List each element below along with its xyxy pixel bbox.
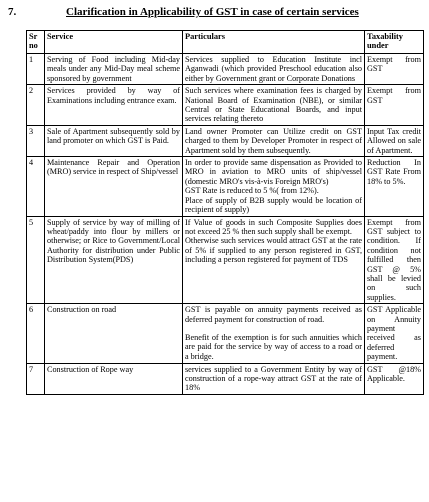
row-particulars	[183, 125, 365, 156]
row-service: Maintenance Repair and Operation (MRO) service in respect of Ship/vessel	[45, 157, 183, 216]
particulars-paragraph: services supplied to a Government Entity by way of construction of a rope-way attract GST at the rate of 18%	[185, 364, 362, 393]
particulars-paragraph: Such services where examination fees is charged by National Board of Examination (NBE), or similar Central or State Educational Boards, and input services relating thereto	[185, 86, 362, 124]
row-taxability: GST Applicable on Annuity payment received as deferred payment.	[365, 304, 424, 363]
row-service: Serving of Food including Mid-day meals under any Mid-Day meal scheme sponsored by government	[45, 54, 183, 85]
table-row	[27, 363, 424, 394]
row-taxability: Input Tax credit Allowed on sale of Apartment.	[365, 125, 424, 156]
row-sr-number: 7	[27, 363, 45, 394]
table-body	[27, 54, 424, 395]
header-service: Service	[45, 31, 183, 54]
row-sr-number: 2	[27, 85, 45, 126]
header-particulars: Particulars	[183, 31, 365, 54]
particulars-paragraph: Benefit of the exemption is for such annuities which are paid for the service by way of access to a road or a bridge.	[185, 332, 362, 361]
section-title: Clarification in Applicability of GST in case of certain services	[66, 6, 359, 18]
particulars-paragraph: Otherwise such services would attract GST at the rate of 5% if supplied to any person registered in GST, including a person registered for payment of TDS	[185, 236, 362, 265]
header-taxability: Taxability under	[365, 31, 424, 54]
header-sr: Sr no	[27, 31, 45, 54]
table-row	[27, 157, 424, 216]
row-service: Sale of Apartment subsequently sold by land promoter on which GST is Paid.	[45, 125, 183, 156]
particulars-paragraph: Place of supply of B2B supply would be location of recipient of supply)	[185, 195, 362, 215]
row-taxability: Exempt from GST	[365, 54, 424, 85]
row-taxability: GST @18% Applicable.	[365, 363, 424, 394]
table-row	[27, 216, 424, 304]
row-sr-number: 6	[27, 304, 45, 363]
row-service: Construction of Rope way	[45, 363, 183, 394]
particulars-paragraph: In order to provide same dispensation as Provided to MRO in aviation to MRO units of ship/vessel (domestic MRO's vis-à-vis Foreign MRO's)	[185, 158, 362, 186]
row-particulars	[183, 216, 365, 304]
row-particulars	[183, 157, 365, 216]
row-particulars	[183, 54, 365, 85]
particulars-paragraph: Land owner Promoter can Utilize credit on GST charged to them by Developer Promoter in respect of Apartment sold by them subsequently.	[185, 126, 362, 155]
table-row	[27, 125, 424, 156]
row-sr-number: 5	[27, 216, 45, 304]
row-sr-number: 3	[27, 125, 45, 156]
particulars-paragraph: GST Rate is reduced to 5 %( from 12%).	[185, 186, 319, 196]
table-row	[27, 304, 424, 363]
particulars-paragraph: If Value of goods in such Composite Supplies does not exceed 25 % then such supply shall be exempt.	[185, 217, 362, 236]
row-service: Construction on road	[45, 304, 183, 363]
row-taxability: Reduction In GST Rate From 18% to 5%.	[365, 157, 424, 216]
row-service: Services provided by way of Examinations including entrance exam.	[45, 85, 183, 126]
gst-clarification-table	[26, 30, 424, 395]
row-sr-number: 4	[27, 157, 45, 216]
row-particulars	[183, 304, 365, 363]
row-particulars	[183, 363, 365, 394]
section-heading	[6, 6, 423, 22]
particulars-paragraph: Services supplied to Education Institute incl Aganwadi (which provided Preschool education also either by Government grant or Corporate Donations	[185, 55, 362, 83]
row-service: Supply of service by way of milling of wheat/paddy into flour by millers or otherwise; or Rice to Government/Local Authority for distribution under Public Distribution System(PDS)	[45, 216, 183, 304]
table-row	[27, 85, 424, 126]
row-taxability: Exempt from GST	[365, 85, 424, 126]
row-particulars	[183, 85, 365, 126]
table-header-row	[27, 31, 424, 54]
row-taxability: Exempt from GST subject to condition. If condition not fulfilled then GST @ 5% shall be levied on such supplies.	[365, 216, 424, 304]
table-row	[27, 54, 424, 85]
particulars-paragraph: GST is payable on annuity payments received as deferred payment for construction of road.	[185, 305, 362, 324]
row-sr-number: 1	[27, 54, 45, 85]
section-number: 7.	[8, 6, 17, 18]
